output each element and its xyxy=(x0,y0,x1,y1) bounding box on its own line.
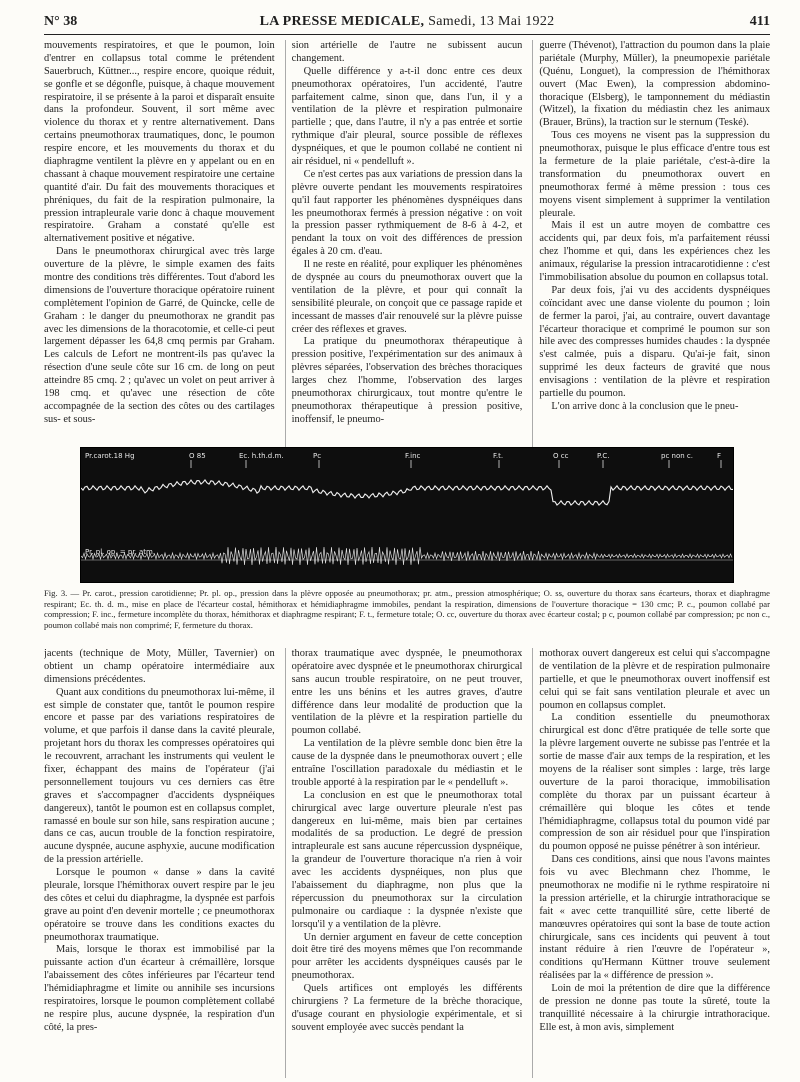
paragraph: sion artérielle de l'autre ne subissent aucun changement. xyxy=(291,40,523,64)
issue-number: N° 38 xyxy=(44,14,78,29)
figure-label: pc non c. xyxy=(661,452,693,460)
text-column xyxy=(44,40,275,464)
paragraph: Ce n'est certes pas aux variations de pression dans la plèvre ouverte pendant les mouvements respiratoires qu'il faut rapporter les phénomènes dyspnéiques dans les pneumothorax fermés à pression négative : on voit la pression passer rythmiquement de 8-6 à 4-2, et pendant la toux on voit des différences de pression égales à 20 cm. d'eau. xyxy=(291,168,523,258)
figure-caption-text: — Pr. carot., pression carotidienne; Pr. pl. op., pression dans la plèvre opposée au pneumothorax; pr. atm., pression atmosphérique; O. ss, ouverture du thorax sans écarteurs, thorax et diaphragme respirant; Ec. th. d. m., mise en place de l'écarteur costal, hémithorax et hémidiaphragme immobiles, pendant la respiration, dimensions de l'ouverture thoracique = 130 cmc; P. c., poumon collabé par compression; F. inc., fermeture incomplète du thorax, hémithorax et diaphragme respirant; F. t., fermeture totale; O. cc, ouverture du thorax avec écarteur costal; p c, poumon collabé par compression; pc non c., poumon collabé mais non comprimé; F, fermeture du thorax. xyxy=(44,588,770,631)
figure-label: O cc xyxy=(553,452,569,460)
paragraph: Lorsque le poumon « danse » dans la cavité pleurale, lorsque l'hémithorax ouvert respire par le jeu des côtes et celui du diaphragme, la dyspnée est parfois grave au point d'en devenir mortelle ; ce pneumothorax opératoire se trouve dans les conditions exactes du pneumothorax traumatique. xyxy=(44,867,275,943)
journal-title xyxy=(44,14,770,30)
paragraph: Mais il est un autre moyen de combattre ces accidents qui, par deux fois, m'a parfaitement réussi chez l'homme et qui, dans les expériences chez les animaux, régularise la pression intracarotidienne : c'est l'immobilisation absolue du poumon en collapsus total. xyxy=(539,220,771,284)
page-number: 411 xyxy=(749,14,770,29)
journal-name: LA PRESSE MEDICALE, xyxy=(259,14,425,29)
paragraph: Un dernier argument en faveur de cette conception doit être tiré des moyens mêmes que l'on recommande pour arrêter les accidents dyspnéiques causés par le pneumothorax. xyxy=(291,931,523,982)
text-column xyxy=(44,648,275,1078)
paragraph: Loin de moi la prétention de dire que la différence de pression ne donne pas toute la sûreté, toute la tranquillité nécessaire à la chirurgie intrathoracique. Elle est, à mon avis, simplement xyxy=(539,983,771,1033)
figure-label: Pr.carot.18 Hg xyxy=(85,452,135,460)
paragraph: La conclusion en est que le pneumothorax total chirurgical avec large ouverture pleurale n'est pas dangereux en lui-même, mais bien par certaines modalités de sa production. Le degré de pression intrapleurale est sans aucune répercussion dyspnéique, la grandeur de l'ouverture thoracique n'a rien à voir avec les accidents dyspnéiques, non plus que l'abaissement du diaphragme, non plus que la répercussion du pneumothorax sur la circulation pulmonaire ou cardiaque : la dyspnée n'existe que lorsqu'il y a ventilation de la plèvre. xyxy=(291,789,523,930)
figure-tracing xyxy=(80,447,734,583)
paragraph: Tous ces moyens ne visent pas la suppression du pneumothorax, puisque le plus efficace d'entre tous est la fermeture de la plaie pariétale, c'est-à-dire la transformation du pneumothorax ouvert en pneumothorax fermé à même pression : tous ces moyens visent simplement à supprimer la ventilation pleurale. xyxy=(539,130,771,219)
figure-label: Pr. pl. op. = pr. atm. xyxy=(85,548,156,556)
page-header xyxy=(44,8,770,35)
paragraph: Par deux fois, j'ai vu des accidents dyspnéiques coïncidant avec une danse violente du poumon ; loin de fermer la paroi, j'ai, au contraire, ouvert davantage l'écarteur thoracique et comprimé le poumon sur son hile avec des compresses humides chaudes : la dyspnée s'est calmée, puis a disparu. Qu'ai-je fait, sinon supprimé les deux facteurs de gravité que nous envisagions : ventilation de la plèvre et respiration partielle du poumon. xyxy=(539,284,771,400)
paragraph: Mais, lorsque le thorax est immobilisé par la puissante action d'un écarteur à crémaillère, lorsque l'abaissement des côtes inférieures par l'écarteur tend l'hémidiaphragme et limite ou annihile ses incursions respiratoires, lorsque le poumon complètement collabé ne respire plus, aucune dyspnée, la respiration d'un côté, la pres- xyxy=(44,944,275,1033)
paragraph: L'on arrive donc à la conclusion que le pneu- xyxy=(551,400,739,412)
paragraph: Quelle différence y a-t-il donc entre ces deux pneumothorax opératoires, l'un accidenté, l'autre parfaitement calme, sinon que, dans l'un, il y a ventilation de la plèvre et respiration pulmonaire partielle ; que, dans l'autre, il n'y a pas entrée et sortie rythmique d'air pleural, source possible de réflexes dyspnéiques, et que le poumon collabé ne contient ni air résiduel, ni « pendelluft ». xyxy=(291,65,523,168)
paragraph: Quant aux conditions du pneumothorax lui-même, il est simple de constater que, tantôt le poumon respire encore et passe par des variations respiratoires de volume, et que parfois il danse dans la cavité pleurale, projetant hors du thorax les compresses opératoires qui le recouvrent, arrachant les instruments qui veulent le fixer, échappant des mains de l'opérateur (j'ai personnellement toujours vu ces derniers cas être graves et s'accompagner d'accidents dyspnéiques dangereux), tantôt le poumon est en collapsus complet, ramassé en boule sur son hile, sans respiration aucune ; dans ce cas, aucun trouble de la fonction respiratoire, aucune dyspnée, aucune asphyxie, aucune modification de la pression artérielle. xyxy=(44,686,275,866)
figure-label: O 85 xyxy=(189,452,206,460)
figure-label: Ec. h.th.d.m. xyxy=(239,452,284,460)
text-column xyxy=(532,648,770,1078)
paragraph: mothorax ouvert dangereux est celui qui s'accompagne de ventilation de la plèvre et de respiration pulmonaire partielle, et que le pneumothorax ouvert inoffensif est celui qui se fait sans ventilation pleurale et avec un poumon en collapsus complet. xyxy=(539,648,771,711)
figure-label: F.inc xyxy=(405,452,421,460)
issue-date: Samedi, 13 Mai 1922 xyxy=(428,14,555,29)
bottom-columns xyxy=(44,648,770,1078)
figure-label: F.t. xyxy=(493,452,504,460)
tracing-svg xyxy=(81,448,733,582)
text-column xyxy=(285,40,523,464)
figure-number: Fig. 3. xyxy=(44,588,68,598)
paragraph: jacents (technique de Moty, Müller, Tavernier) on obtient un champ opératoire intermédiaire aux dimensions précédentes. xyxy=(44,648,275,685)
top-columns xyxy=(44,40,770,464)
text-column xyxy=(532,40,770,464)
figure-label: F xyxy=(717,452,722,460)
paragraph: guerre (Thévenot), l'attraction du poumon dans la plaie pariétale (Murphy, Müller), la pneumopexie pariétale (Quénu, Longuet), la compression de l'hémithorax ouvert (Mac Ewen), la compression abdomino-thoracique (Elsberg), le tamponnement du médiastin (Witzel), la fixation du médiastin chez les animaux (Brauer, Brüns), la traction sur le sternum (Teské). xyxy=(539,40,771,129)
figure-label: P.C. xyxy=(597,452,610,460)
paragraph: La condition essentielle du pneumothorax chirurgical est donc d'être pratiquée de telle sorte que la plèvre largement ouverte ne subisse pas l'entrée et la sortie de masse d'air aux temps de la respiration, et les moyens de la réaliser sont simples : large, très large ouverture de la paroi thoracique, immobilisation complète du thorax par un puissant écarteur à crémaillère qui bloque les côtes et tende l'hémidiaphragme, collapsus total du poumon vidé par compression de son air résiduel pour que l'inspiration du poumon opposé ne puisse pénétrer à son intérieur. xyxy=(539,712,771,853)
paragraph: Quels artifices ont employés les différents chirurgiens ? La fermeture de la brèche thoracique, d'usage courant en physiologie expérimentale, et si souvent employée avec succès pendant la xyxy=(291,983,523,1033)
paragraph: Il ne reste en réalité, pour expliquer les phénomènes de dyspnée au cours du pneumothorax ouvert que la ventilation de la plèvre, et pour qui connaît la sensibilité pleurale, on conçoit que ce passage rapide et incessant de masses d'air renouvelé sur la plèvre puisse créer des réflexes et graves. xyxy=(291,259,523,335)
paragraph: Dans ces conditions, ainsi que nous l'avons maintes fois vu avec Blechmann chez l'homme, le pneumothorax ne modifie ni le rythme respiratoire ni la pression artérielle, et la chirurgie intrathoracique se fait « avec cette tranquillité sûre, cette liberté de manœuvres opératoires qui sont la base de toute action chirurgicale, sans ces incidents qui peuvent à tout instant réduire à rien l'œuvre de l'opérateur », conditions qu'Hermann Küttner trouve seulement réalisées par la « différence de pression ». xyxy=(539,854,771,982)
paragraph: La ventilation de la plèvre semble donc bien être la cause de la dyspnée dans le pneumothorax ouvert ; elle entraîne l'oscillation paradoxale du médiastin et le trouble apporté à la respiration par le « pendelluft ». xyxy=(291,738,523,788)
paragraph: Dans le pneumothorax chirurgical avec très large ouverture de la plèvre, le simple examen des faits montre des conditions très différentes. Tout d'abord les dimensions de l'ouverture thoracique opératoire ruinent complètement l'opinion de Garré, de Quincke, celle de Graham : le danger du pneumothorax ne grandit pas avec les dimensions de la thoracotomie, et celle-ci peut largement dépasser les 64,8 cmq permis par Graham. Les calculs de Lefort ne montrent-ils pas qu'avec la résection d'une seule côte sur 16 cm. de long on peut atteindre 85 cmq. 2 ; qu'avec un volet on peut arriver à 198 cmq. et qu'avec une résection de côte accompagnée de la section des côtes ou des cartilages sus- et sous- xyxy=(44,246,275,425)
figure-caption xyxy=(44,588,770,631)
paragraph: mouvements respiratoires, et que le poumon, loin d'entrer en collapsus total comme le prétendent Sauerbruch, Küttner..., respire encore, quoique réduit, se gonfle et se dégonfle, puisque, à chaque mouvement respiratoire, il se présente à la paroi et disparaît ensuite dans la profondeur. Souvent, il sort même avec violence du thorax et y rentre alternativement. Dans certains pneumothorax traumatiques, donc, le poumon respire encore, et les mouvements du thorax et du diaphragme ventilent la plèvre en y appelant ou en en chassant à chaque mouvement respiratoire une certaine quantité d'air. Du fait des mouvements thoraciques et phréniques, du fait de la respiration pulmonaire, la pression intrapleurale varie donc à chaque mouvement respiratoire. Graham a constaté qu'elle est alternativement positive et négative. xyxy=(44,40,275,245)
figure-label: Pc xyxy=(313,452,322,460)
text-column xyxy=(285,648,523,1078)
paragraph: thorax traumatique avec dyspnée, le pneumothorax opératoire avec dyspnée et le pneumothorax chirurgical sans aucun trouble respiratoire, on ne peut trouver, entre les uns bénins et les autres graves, d'autre différence dans leur modalité de production que la ventilation de la plèvre et la respiration partielle du poumon collabé. xyxy=(291,648,523,737)
tracing-background xyxy=(81,448,733,582)
paragraph: La pratique du pneumothorax thérapeutique à pression positive, l'expérimentation sur des animaux à plèvres séparées, l'observation des brèches thoraciques larges chez l'homme, l'observation des larges pneumothorax chirurgicaux, tout montre qu'entre le pneumothorax thérapeutique à pression positive, inoffensif, le pneumo- xyxy=(291,336,523,425)
